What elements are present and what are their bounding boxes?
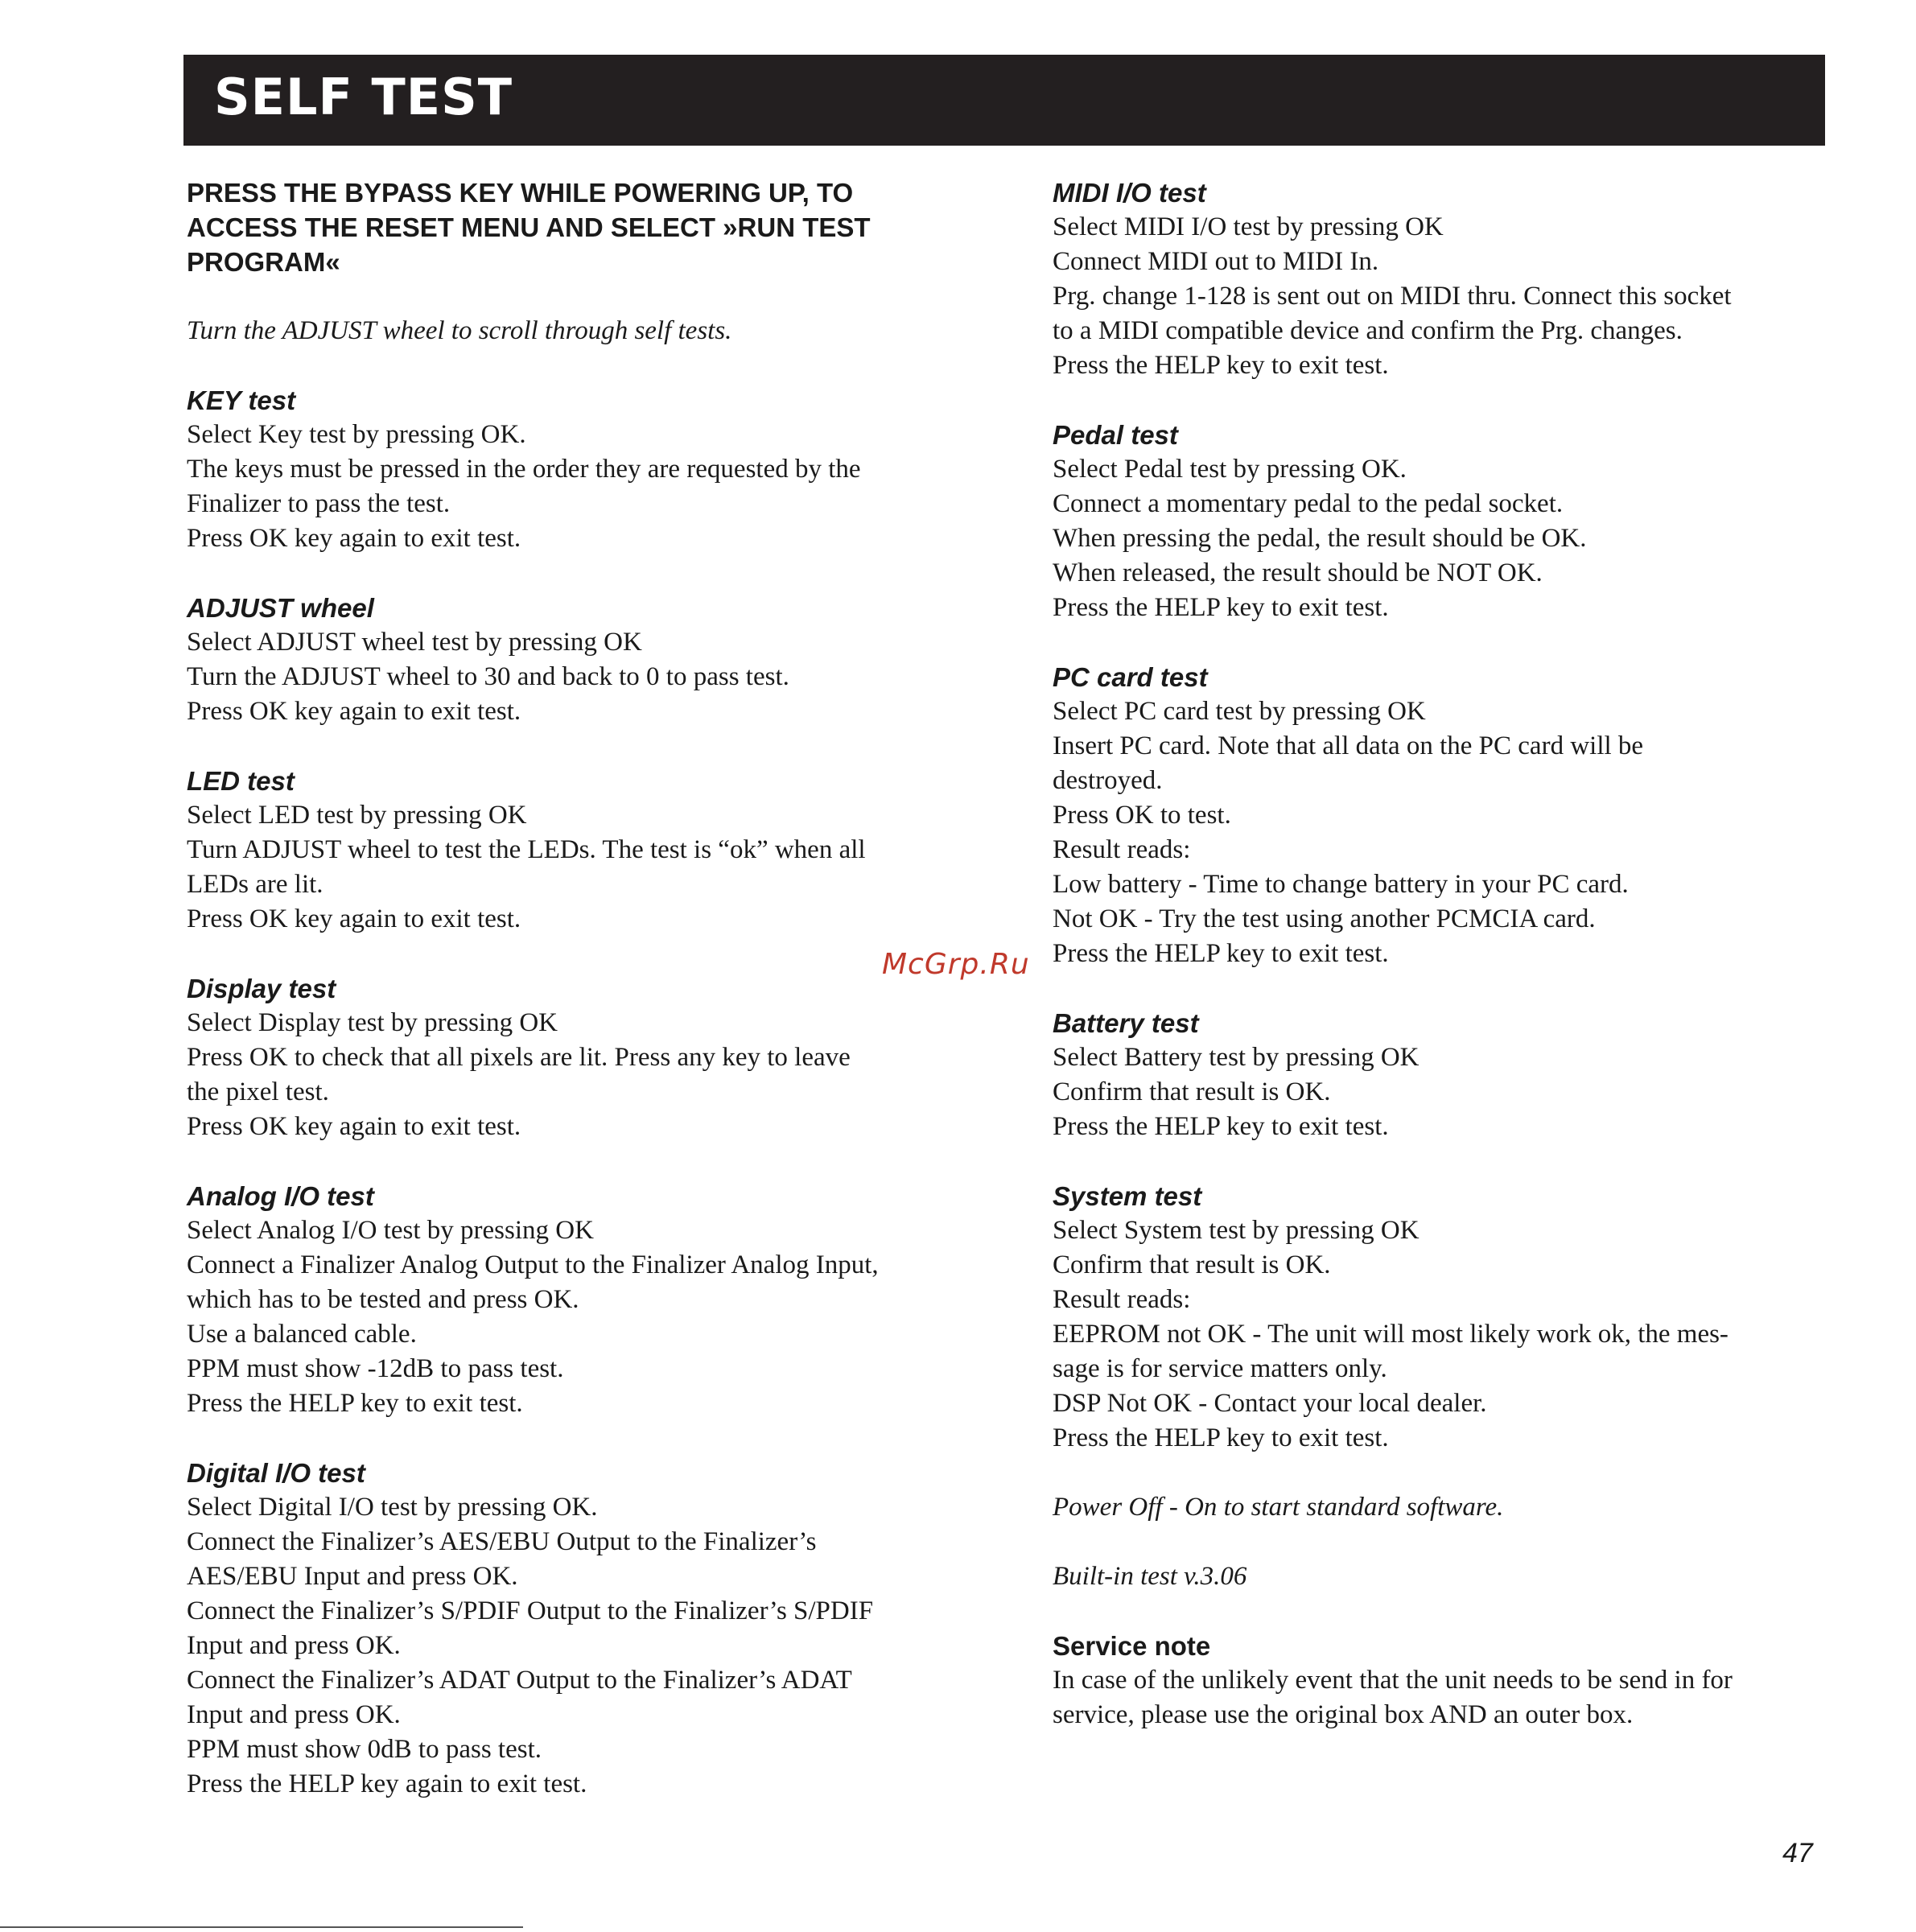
section-title: Analog I/O test <box>187 1181 374 1211</box>
intro-heading-line: PRESS THE BYPASS KEY WHILE POWERING UP, TO <box>187 178 854 208</box>
section-line: Press OK to check that all pixels are lit. Press any key to leave <box>187 1043 851 1072</box>
section-midi-io-test <box>1053 175 1825 383</box>
section-line: Press OK key again to exit test. <box>187 1112 521 1141</box>
section-line: Insert PC card. Note that all data on the PC card will be <box>1053 731 1644 760</box>
section-line: Confirm that result is OK. <box>1053 1077 1331 1106</box>
right-column <box>1053 175 1825 1767</box>
section-title: Service note <box>1053 1631 1211 1661</box>
version-note: Built-in test v.3.06 <box>1053 1562 1247 1591</box>
section-line: Select LED test by pressing OK <box>187 801 527 830</box>
section-line: The keys must be pressed in the order they are requested by the <box>187 455 861 484</box>
section-title: Digital I/O test <box>187 1458 365 1488</box>
section-line: Use a balanced cable. <box>187 1320 417 1349</box>
section-line: PPM must show 0dB to pass test. <box>187 1735 542 1764</box>
section-title: Battery test <box>1053 1008 1199 1038</box>
section-line: In case of the unlikely event that the unit needs to be send in for <box>1053 1666 1733 1695</box>
section-line: Select Display test by pressing OK <box>187 1008 558 1037</box>
section-line: Select Key test by pressing OK. <box>187 420 526 449</box>
section-line: service, please use the original box AND an outer box. <box>1053 1700 1634 1729</box>
section-line: AES/EBU Input and press OK. <box>187 1562 518 1591</box>
section-pedal-test <box>1053 418 1825 625</box>
section-line: Select Digital I/O test by pressing OK. <box>187 1493 598 1522</box>
section-title: Pedal test <box>1053 420 1178 450</box>
section-line: Result reads: <box>1053 1285 1191 1314</box>
intro-instruction: Turn the ADJUST wheel to scroll through self tests. <box>187 316 732 345</box>
section-line: EEPROM not OK - The unit will most likely work ok, the mes- <box>1053 1320 1729 1349</box>
section-line: Connect the Finalizer’s S/PDIF Output to the Finalizer’s S/PDIF <box>187 1596 874 1625</box>
page-header <box>183 55 1825 146</box>
section-line: Press the HELP key to exit test. <box>1053 939 1389 968</box>
section-title: System test <box>1053 1181 1202 1211</box>
intro-heading <box>187 175 959 279</box>
section-line: Connect a Finalizer Analog Output to the Finalizer Analog Input, <box>187 1250 879 1279</box>
section-service-note <box>1053 1629 1825 1732</box>
section-line: Press OK key again to exit test. <box>187 904 521 933</box>
section-line: Press the HELP key to exit test. <box>1053 593 1389 622</box>
section-display-test <box>187 971 959 1144</box>
section-title: KEY test <box>187 385 296 415</box>
section-line: Low battery - Time to change battery in your PC card. <box>1053 870 1629 899</box>
section-line: Press the HELP key to exit test. <box>187 1389 523 1418</box>
section-line: Connect the Finalizer’s AES/EBU Output to the Finalizer’s <box>187 1527 817 1556</box>
section-title: Display test <box>187 974 336 1003</box>
section-line: Turn the ADJUST wheel to 30 and back to 0 to pass test. <box>187 662 789 691</box>
section-line: When released, the result should be NOT OK. <box>1053 558 1543 587</box>
section-line: Connect MIDI out to MIDI In. <box>1053 247 1379 276</box>
section-adjust-wheel <box>187 591 959 729</box>
section-title: MIDI I/O test <box>1053 178 1206 208</box>
section-line: Connect a momentary pedal to the pedal socket. <box>1053 489 1564 518</box>
page-title: SELF TEST <box>214 68 513 126</box>
section-line: Press the HELP key again to exit test. <box>187 1769 587 1798</box>
section-line: DSP Not OK - Contact your local dealer. <box>1053 1389 1487 1418</box>
section-line: Press the HELP key to exit test. <box>1053 1423 1389 1452</box>
section-line: Press the HELP key to exit test. <box>1053 1112 1389 1141</box>
section-line: LEDs are lit. <box>187 870 323 899</box>
section-pc-card-test <box>1053 660 1825 971</box>
section-line: Select Pedal test by pressing OK. <box>1053 455 1407 484</box>
section-line: Select MIDI I/O test by pressing OK <box>1053 212 1444 241</box>
section-line: Turn ADJUST wheel to test the LEDs. The test is “ok” when all <box>187 835 866 864</box>
section-line: Press the HELP key to exit test. <box>1053 351 1389 380</box>
section-line: destroyed. <box>1053 766 1163 795</box>
section-line: sage is for service matters only. <box>1053 1354 1387 1383</box>
intro-heading-line: PROGRAM« <box>187 247 340 277</box>
section-line: which has to be tested and press OK. <box>187 1285 579 1314</box>
section-line: When pressing the pedal, the result should be OK. <box>1053 524 1587 553</box>
section-line: Select System test by pressing OK <box>1053 1216 1419 1245</box>
section-line: Select Battery test by pressing OK <box>1053 1043 1419 1072</box>
watermark: McGrp.Ru <box>882 948 1030 981</box>
section-line: to a MIDI compatible device and confirm the Prg. changes. <box>1053 316 1683 345</box>
section-digital-io-test <box>187 1456 959 1802</box>
section-system-test <box>1053 1179 1825 1456</box>
section-line: Select Analog I/O test by pressing OK <box>187 1216 594 1245</box>
section-title: ADJUST wheel <box>187 593 374 623</box>
section-line: Finalizer to pass the test. <box>187 489 451 518</box>
section-key-test <box>187 383 959 556</box>
section-analog-io-test <box>187 1179 959 1421</box>
section-line: Prg. change 1-128 is sent out on MIDI thru. Connect this socket <box>1053 282 1732 311</box>
left-column <box>187 175 959 1836</box>
section-line: Connect the Finalizer’s ADAT Output to the Finalizer’s ADAT <box>187 1666 852 1695</box>
section-led-test <box>187 764 959 937</box>
section-line: PPM must show -12dB to pass test. <box>187 1354 564 1383</box>
section-title: LED test <box>187 766 295 796</box>
section-battery-test <box>1053 1006 1825 1144</box>
section-line: the pixel test. <box>187 1077 329 1106</box>
section-title: PC card test <box>1053 662 1208 692</box>
section-line: Select PC card test by pressing OK <box>1053 697 1426 726</box>
section-line: Press OK key again to exit test. <box>187 697 521 726</box>
section-line: Input and press OK. <box>187 1700 401 1729</box>
page-number: 47 <box>1782 1838 1813 1868</box>
intro-heading-line: ACCESS THE RESET MENU AND SELECT »RUN TEST <box>187 212 871 242</box>
section-line: Press OK key again to exit test. <box>187 524 521 553</box>
section-line: Not OK - Try the test using another PCMCIA card. <box>1053 904 1596 933</box>
section-line: Press OK to test. <box>1053 801 1231 830</box>
section-line: Input and press OK. <box>187 1631 401 1660</box>
power-off-note: Power Off - On to start standard software. <box>1053 1493 1504 1522</box>
section-line: Select ADJUST wheel test by pressing OK <box>187 628 642 657</box>
section-line: Confirm that result is OK. <box>1053 1250 1331 1279</box>
bottom-divider <box>0 1926 523 1928</box>
section-line: Result reads: <box>1053 835 1191 864</box>
